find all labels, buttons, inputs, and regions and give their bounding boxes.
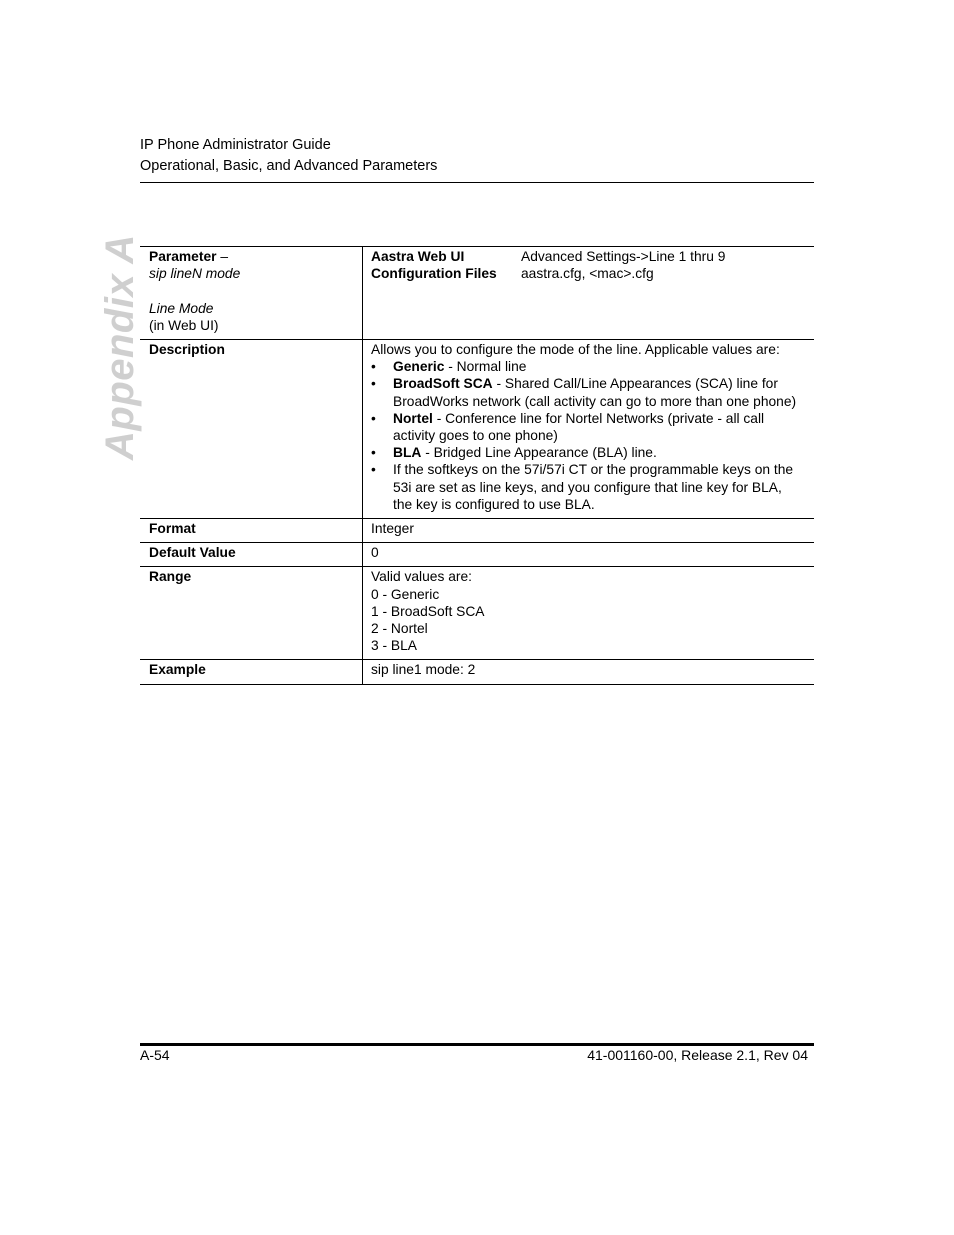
parameter-web-note: (in Web UI) — [149, 317, 219, 333]
mode-term: BroadSoft SCA — [393, 376, 493, 392]
header-rule — [140, 182, 814, 183]
mode-text: - Normal line — [444, 359, 527, 375]
table-row — [140, 519, 814, 543]
range-cell — [363, 567, 815, 660]
parameter-dash: – — [216, 249, 229, 264]
mode-term: Generic — [393, 359, 445, 375]
default-value: 0 — [363, 543, 815, 567]
mode-text: - Conference line for Nortel Networks (private - all call activity goes to one phone) — [393, 410, 765, 444]
table-row — [140, 340, 814, 519]
table-row — [140, 543, 814, 567]
table-row — [140, 247, 814, 340]
parameter-label: Parameter — [149, 249, 217, 264]
range-line: 2 - Nortel — [371, 621, 428, 637]
mode-text: - Shared Call/Line Appearances (SCA) line for BroadWorks network (call activity can go to more than one phone) — [393, 376, 797, 409]
web-ui-label: Aastra Web UI — [371, 249, 465, 264]
parameter-table — [140, 246, 814, 685]
table-row — [140, 660, 814, 684]
example-value: sip line1 mode: 2 — [363, 660, 815, 684]
table-row — [140, 567, 814, 660]
appendix-side-tab: Appendix A — [98, 234, 142, 460]
config-files-label: Configuration Files — [371, 266, 497, 282]
list-item — [371, 444, 804, 461]
parameter-cell — [140, 247, 363, 340]
parameter-web-name: Line Mode — [149, 300, 214, 316]
parameter-name: sip lineN mode — [149, 266, 241, 282]
mode-text: - Bridged Line Appearance (BLA) line. — [421, 445, 657, 461]
range-line: Valid values are: — [371, 569, 472, 585]
page-number: A-54 — [140, 1047, 170, 1063]
sources-cell — [363, 247, 815, 340]
page-header — [140, 135, 437, 177]
example-label: Example — [140, 660, 363, 684]
format-value: Integer — [363, 519, 815, 543]
list-item — [371, 358, 804, 375]
mode-term: Nortel — [393, 410, 433, 426]
mode-list — [371, 358, 804, 513]
mode-text: If the softkeys on the 57i/57i CT or the programmable keys on the 53i are set as line keys, and you configure that line key for BLA, the key is configured to use BLA. — [393, 462, 794, 512]
config-files-value: aastra.cfg, <mac>.cfg — [521, 266, 654, 282]
web-ui-path: Advanced Settings->Line 1 thru 9 — [521, 249, 726, 264]
default-value-label: Default Value — [140, 543, 363, 567]
list-item — [371, 410, 804, 444]
document-id: 41-001160-00, Release 2.1, Rev 04 — [587, 1047, 808, 1063]
guide-title: IP Phone Administrator Guide — [140, 137, 331, 153]
description-intro: Allows you to configure the mode of the line. Applicable values are: — [371, 342, 780, 357]
range-line: 0 - Generic — [371, 586, 440, 602]
range-label: Range — [140, 567, 363, 660]
description-label: Description — [140, 340, 363, 519]
mode-term: BLA — [393, 445, 422, 461]
footer-rule — [140, 1043, 814, 1046]
description-cell — [363, 340, 815, 519]
section-title: Operational, Basic, and Advanced Parameters — [140, 158, 438, 174]
range-line: 3 - BLA — [371, 638, 418, 654]
range-line: 1 - BroadSoft SCA — [371, 603, 485, 619]
format-label: Format — [140, 519, 363, 543]
list-item — [371, 375, 804, 409]
list-item — [371, 461, 804, 513]
